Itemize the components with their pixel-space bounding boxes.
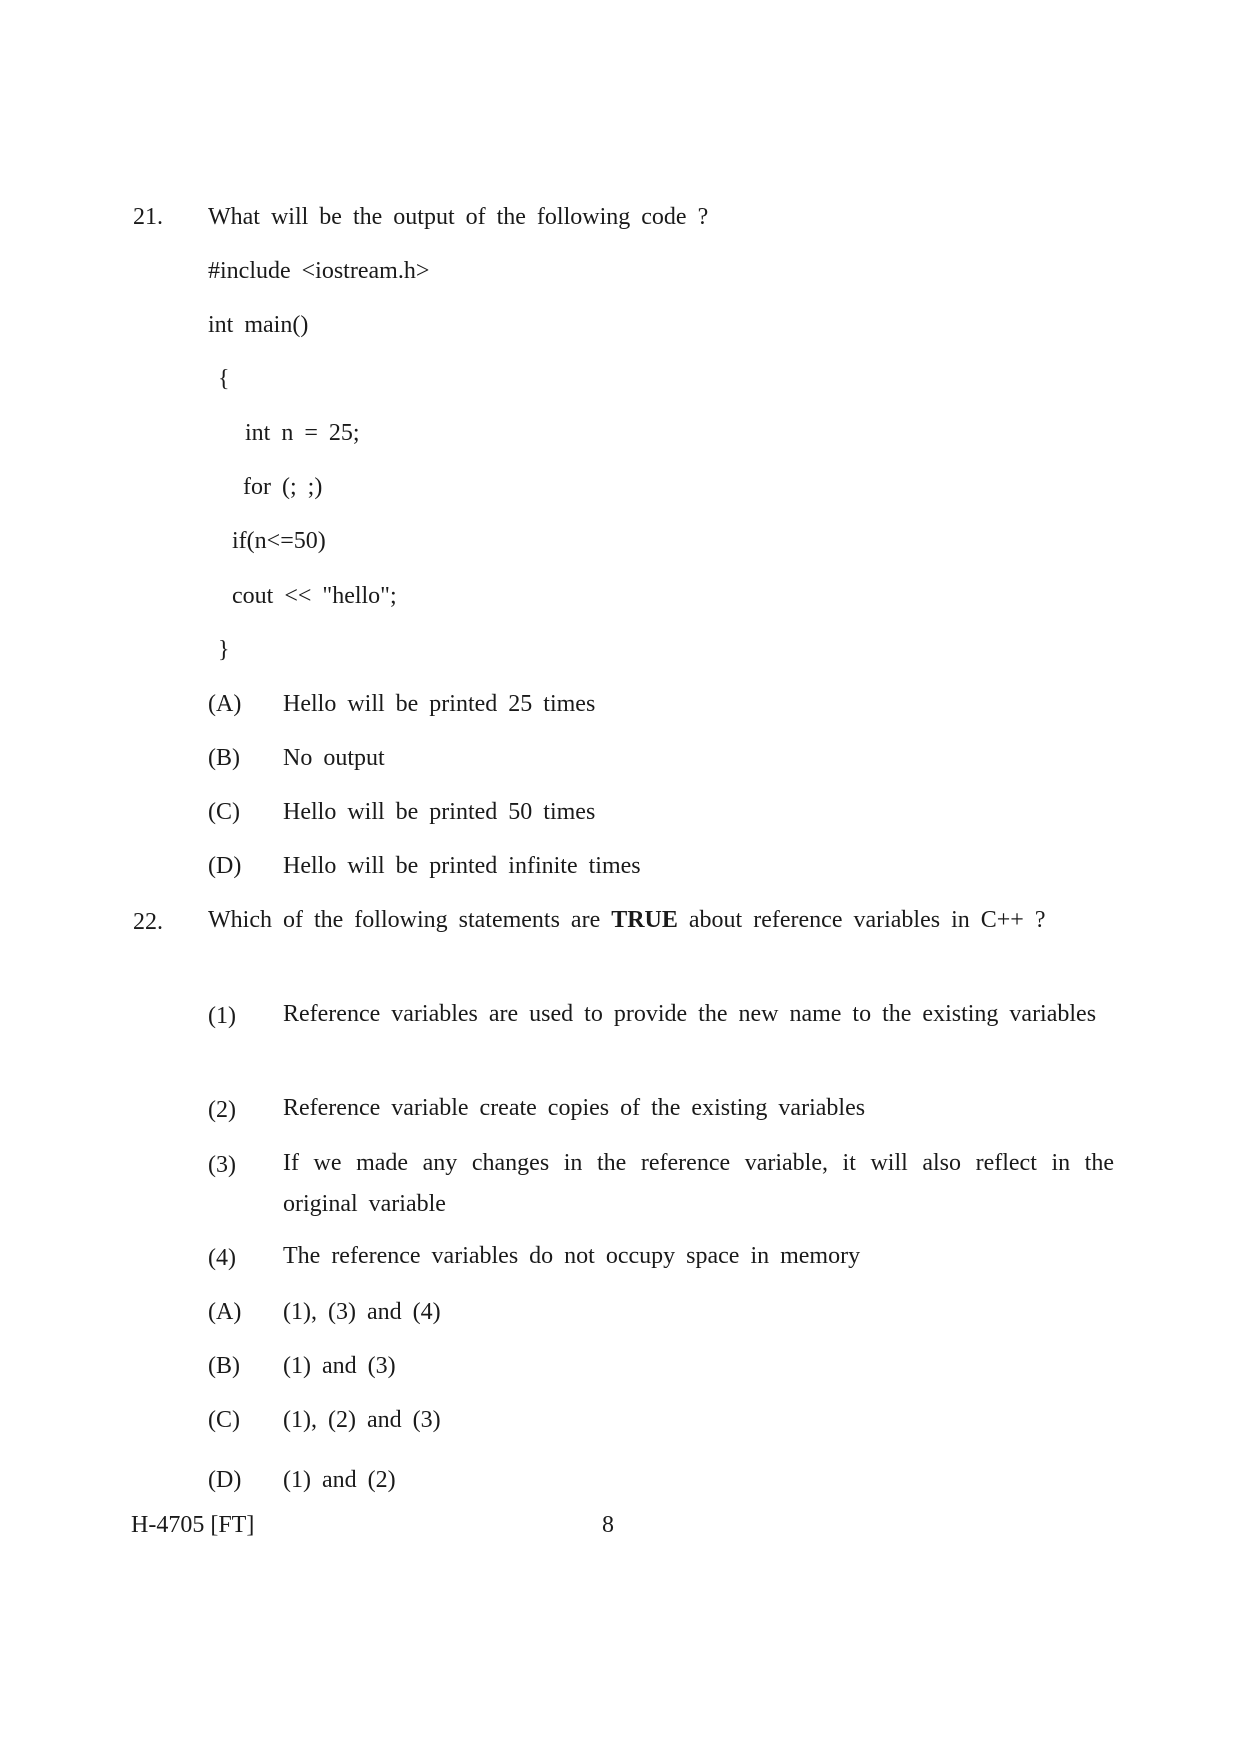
- prompt-emphasis: TRUE: [611, 907, 678, 933]
- statement-label: (4): [208, 1245, 236, 1271]
- paper-code: H-4705 [FT]: [131, 1512, 255, 1538]
- option-text: (1) and (3): [283, 1353, 396, 1379]
- statement-label: (3): [208, 1152, 236, 1178]
- prompt-text: Which of the following statements are: [208, 907, 601, 933]
- code-line: cout << "hello";: [232, 583, 397, 609]
- question-number: 21.: [133, 204, 163, 230]
- code-line: int main(): [208, 312, 309, 338]
- option-label: (D): [208, 1467, 242, 1493]
- statement-label: (2): [208, 1097, 236, 1123]
- code-line: if(n<=50): [232, 528, 326, 554]
- option-text: No output: [283, 745, 385, 771]
- option-label: (B): [208, 745, 240, 771]
- option-label: (C): [208, 799, 240, 825]
- code-line: int n = 25;: [245, 420, 360, 446]
- statement-text: The reference variables do not occupy space in memory: [283, 1243, 861, 1269]
- statement-text: Reference variables are used to provide the new name to the existing variables: [283, 1001, 1097, 1027]
- statement-label: (1): [208, 1003, 236, 1029]
- option-text: Hello will be printed 50 times: [283, 799, 596, 825]
- option-text: (1) and (2): [283, 1467, 396, 1493]
- option-label: (D): [208, 853, 242, 879]
- prompt-text: about reference variables in C++ ?: [688, 907, 1046, 933]
- option-label: (A): [208, 1299, 242, 1325]
- option-text: Hello will be printed infinite times: [283, 853, 641, 879]
- code-line: }: [218, 637, 230, 663]
- option-text: (1), (2) and (3): [283, 1407, 441, 1433]
- option-text: (1), (3) and (4): [283, 1299, 441, 1325]
- option-label: (B): [208, 1353, 240, 1379]
- statement-text: Reference variable create copies of the existing variables: [283, 1095, 866, 1121]
- option-label: (C): [208, 1407, 240, 1433]
- option-label: (A): [208, 691, 242, 717]
- option-text: Hello will be printed 25 times: [283, 691, 596, 717]
- code-line: {: [218, 366, 230, 392]
- question-number: 22.: [133, 909, 163, 935]
- code-line: #include <iostream.h>: [208, 258, 430, 284]
- statement-text: If we made any changes in the reference variable, it will also reflect in the original variable: [283, 1150, 1114, 1217]
- page-number: 8: [602, 1512, 614, 1538]
- code-line: for (; ;): [243, 474, 323, 500]
- question-prompt: [208, 900, 1114, 941]
- question-prompt: What will be the output of the following code ?: [208, 204, 709, 230]
